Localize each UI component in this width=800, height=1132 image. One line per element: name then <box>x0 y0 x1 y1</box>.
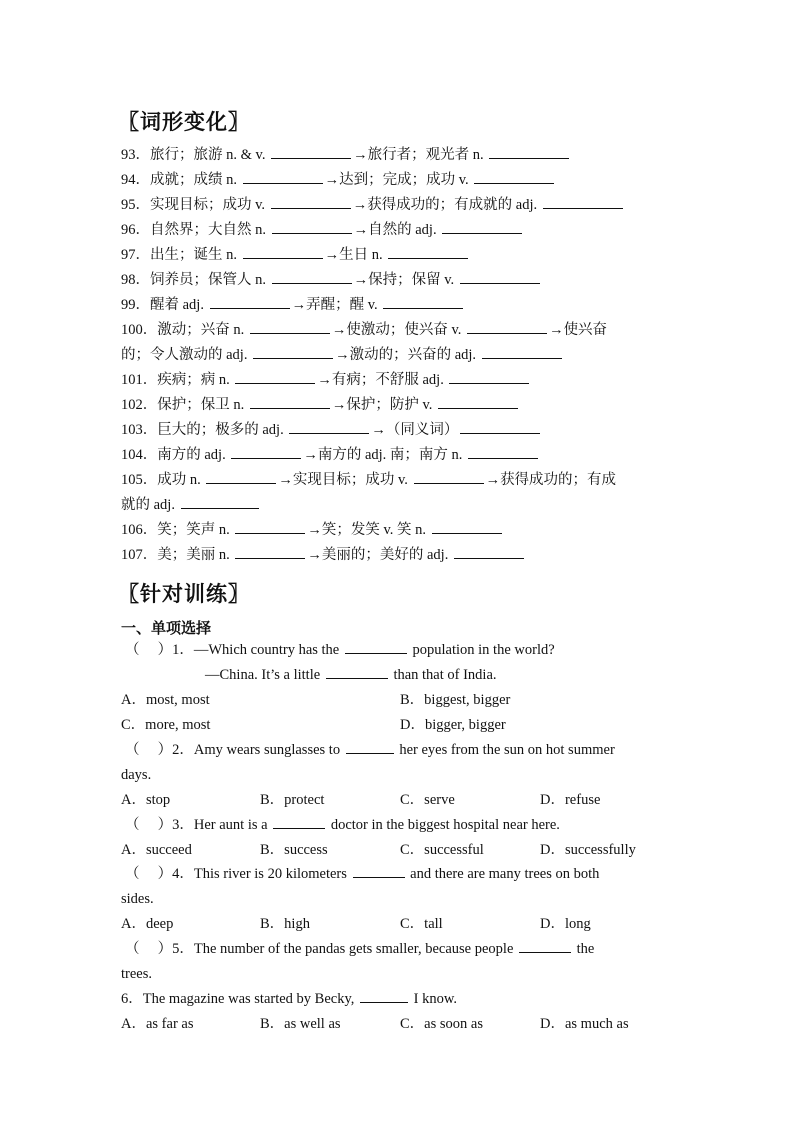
answer-blank[interactable] <box>243 246 323 259</box>
answer-blank[interactable] <box>460 271 540 284</box>
answer-blank[interactable] <box>489 146 569 159</box>
option-d[interactable]: D．bigger, bigger <box>400 717 506 733</box>
answer-blank[interactable] <box>235 371 315 384</box>
question-2: （ ）2．Amy wears sunglasses to her eyes from the sun on hot summer <box>125 742 615 758</box>
word-form-item-105-cont: 就的 adj. <box>121 495 261 515</box>
answer-blank[interactable] <box>454 546 524 559</box>
word-form-item-104: 104．南方的 adj. →南方的 adj. 南；南方 n. <box>121 445 540 465</box>
option-c[interactable]: C．serve <box>400 792 455 808</box>
option-c[interactable]: C．as soon as <box>400 1016 483 1032</box>
word-form-item-97: 97．出生；诞生 n. →生日 n. <box>121 245 470 265</box>
word-form-item-95: 95．实现目标；成功 v. →获得成功的；有成就的 adj. <box>121 195 625 215</box>
option-b[interactable]: B．success <box>260 842 328 858</box>
answer-blank[interactable] <box>467 321 547 334</box>
answer-blank[interactable] <box>414 471 484 484</box>
option-a[interactable]: A．deep <box>121 916 174 932</box>
option-a[interactable]: A．succeed <box>121 842 192 858</box>
word-form-item-100-cont: 的；令人激动的 adj. →激动的；兴奋的 adj. <box>121 345 564 365</box>
option-b[interactable]: B．high <box>260 916 310 932</box>
answer-blank[interactable] <box>346 741 394 754</box>
section-title-word-forms: 〖词形变化〗 <box>118 110 250 134</box>
word-form-item-94: 94．成就；成绩 n. →达到；完成；成功 v. <box>121 170 556 190</box>
option-d[interactable]: D．long <box>540 916 591 932</box>
answer-blank[interactable] <box>438 396 518 409</box>
word-form-item-105: 105．成功 n. →实现目标；成功 v. →获得成功的；有成 <box>121 472 617 488</box>
answer-blank[interactable] <box>482 346 562 359</box>
word-form-item-103: 103．巨大的；极多的 adj. →（同义词） <box>121 420 542 440</box>
subsection-title-single-choice: 一、单项选择 <box>121 621 212 637</box>
option-c[interactable]: C．tall <box>400 916 443 932</box>
answer-blank[interactable] <box>235 521 305 534</box>
option-d[interactable]: D．refuse <box>540 792 601 808</box>
option-a[interactable]: A．as far as <box>121 1016 194 1032</box>
question-4: （ ）4．This river is 20 kilometers and there are many trees on both <box>125 866 600 882</box>
question-1-response: —China. It’s a little than that of India. <box>205 667 497 683</box>
answer-blank[interactable] <box>519 940 571 953</box>
answer-blank[interactable] <box>460 421 540 434</box>
answer-blank[interactable] <box>271 196 351 209</box>
answer-blank[interactable] <box>388 246 468 259</box>
answer-blank[interactable] <box>243 171 323 184</box>
answer-blank[interactable] <box>273 816 325 829</box>
answer-blank[interactable] <box>206 471 276 484</box>
question-2-cont: days. <box>121 767 152 783</box>
question-1: （ ）1．—Which country has the population in the world? <box>125 642 555 658</box>
answer-blank[interactable] <box>289 421 369 434</box>
answer-blank[interactable] <box>474 171 554 184</box>
option-a[interactable]: A．stop <box>121 792 171 808</box>
word-form-item-107: 107．美；美丽 n. →美丽的；美好的 adj. <box>121 545 526 565</box>
option-a[interactable]: A．most, most <box>121 692 210 708</box>
option-c[interactable]: C．successful <box>400 842 484 858</box>
answer-blank[interactable] <box>383 296 463 309</box>
answer-blank[interactable] <box>442 221 522 234</box>
word-form-item-98: 98．饲养员；保管人 n. →保持；保留 v. <box>121 270 542 290</box>
option-b[interactable]: B．as well as <box>260 1016 341 1032</box>
question-5: （ ）5．The number of the pandas gets smaller, because people the <box>125 941 595 957</box>
answer-blank[interactable] <box>250 321 330 334</box>
question-3: （ ）3．Her aunt is a doctor in the biggest hospital near here. <box>125 817 560 833</box>
answer-blank[interactable] <box>468 446 538 459</box>
answer-blank[interactable] <box>250 396 330 409</box>
question-4-cont: sides. <box>121 891 154 907</box>
word-form-item-96: 96．自然界；大自然 n. →自然的 adj. <box>121 220 524 240</box>
word-form-item-102: 102．保护；保卫 n. →保护；防护 v. <box>121 395 520 415</box>
answer-blank[interactable] <box>432 521 502 534</box>
option-c[interactable]: C．more, most <box>121 717 211 733</box>
answer-blank[interactable] <box>231 446 301 459</box>
answer-blank[interactable] <box>360 990 408 1003</box>
answer-blank[interactable] <box>543 196 623 209</box>
answer-blank[interactable] <box>181 496 259 509</box>
question-6: 6．The magazine was started by Becky, I know. <box>121 991 458 1007</box>
option-b[interactable]: B．biggest, bigger <box>400 692 511 708</box>
answer-blank[interactable] <box>271 146 351 159</box>
word-form-item-106: 106．笑；笑声 n. →笑；发笑 v. 笑 n. <box>121 520 504 540</box>
word-form-item-100: 100．激动；兴奋 n. →使激动；使兴奋 v. →使兴奋 <box>121 322 608 338</box>
answer-blank[interactable] <box>210 296 290 309</box>
section-title-practice: 〖针对训练〗 <box>118 582 250 606</box>
answer-blank[interactable] <box>272 221 352 234</box>
word-form-item-93: 93．旅行；旅游 n. & v. →旅行者；观光者 n. <box>121 145 571 165</box>
option-b[interactable]: B．protect <box>260 792 325 808</box>
answer-blank[interactable] <box>449 371 529 384</box>
word-form-item-99: 99．醒着 adj. →弄醒；醒 v. <box>121 295 465 315</box>
answer-blank[interactable] <box>272 271 352 284</box>
answer-blank[interactable] <box>235 546 305 559</box>
answer-blank[interactable] <box>253 346 333 359</box>
question-5-cont: trees. <box>121 966 152 982</box>
answer-blank[interactable] <box>326 666 388 679</box>
answer-blank[interactable] <box>345 641 407 654</box>
answer-blank[interactable] <box>353 865 405 878</box>
option-d[interactable]: D．successfully <box>540 842 636 858</box>
option-d[interactable]: D．as much as <box>540 1016 629 1032</box>
word-form-item-101: 101．疾病；病 n. →有病；不舒服 adj. <box>121 370 531 390</box>
